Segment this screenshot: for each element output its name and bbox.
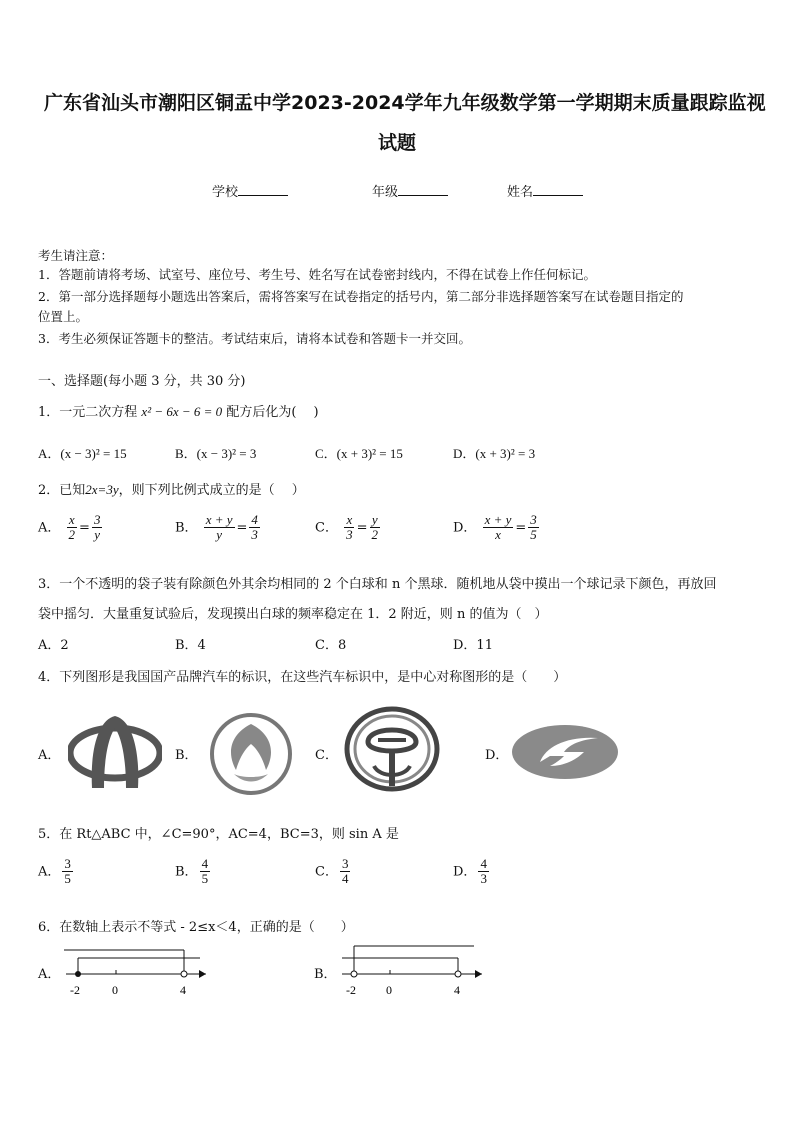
logo-b-base — [234, 774, 268, 782]
question-1-stem — [38, 401, 319, 420]
q2-b-label: B． — [175, 520, 198, 536]
grade-blank[interactable] — [398, 183, 448, 196]
q2-d-label: D． — [453, 520, 477, 536]
fraction: $\frac{x}{2}$ — [68, 512, 76, 543]
tick-label: -2 — [70, 983, 80, 997]
q5-option-c[interactable] — [315, 857, 352, 887]
q2-option-d[interactable]: D． $\frac{x + y}{x}$ = $\frac{3}{5}$ — [453, 512, 537, 543]
open-dot — [455, 971, 461, 977]
q1-formula: x² − 6x − 6 = 0 — [141, 404, 223, 419]
q1-option-a[interactable]: A．(x − 3)² = 15 — [38, 446, 127, 461]
q2-option-b[interactable]: B． $\frac{x + y}{y}$ = $\frac{4}{3}$ — [175, 512, 258, 543]
name-blank[interactable] — [533, 183, 583, 196]
open-dot — [181, 971, 187, 977]
question-2-stem — [38, 479, 305, 498]
fraction: $\frac{3}{y}$ — [93, 512, 101, 543]
notice-item-3: 3．考生必须保证答题卡的整洁。考试结束后，请将本试卷和答题卡一并交回。 — [38, 331, 471, 346]
q5-option-d[interactable] — [453, 857, 491, 887]
q5-option-a[interactable] — [38, 857, 75, 887]
axis-arrow — [199, 970, 206, 978]
fraction: $\frac{3}{5}$ — [530, 512, 537, 543]
closed-dot — [75, 971, 81, 977]
q2-option-a[interactable]: A． $\frac{x}{2}$ = $\frac{3}{y}$ — [38, 512, 101, 543]
q4-logo-b[interactable] — [206, 712, 296, 796]
q6-option-b-label[interactable]: B． — [314, 967, 337, 982]
notice-item-2: 2．第一部分选择题每小题选出答案后，需将答案写在试卷指定的括号内，第二部分非选择题答案写在试卷题目指定的 — [38, 289, 684, 304]
school-blank[interactable] — [238, 183, 288, 196]
fraction: $\frac{3}{4}$ — [341, 856, 349, 887]
name-label: 姓名 — [507, 185, 534, 200]
fraction: $\frac{x + y}{x}$ — [484, 512, 512, 543]
q3-option-d[interactable]: D．11 — [453, 638, 493, 653]
q6-option-a-label[interactable]: A． — [38, 967, 61, 982]
fraction: $\frac{x + y}{y}$ — [205, 512, 233, 543]
q4-logo-c[interactable] — [344, 706, 440, 792]
logo-b-right-flame — [251, 724, 271, 770]
q4-logo-a[interactable] — [68, 710, 162, 796]
q6-number-line-b[interactable] — [336, 940, 486, 1000]
open-dot — [351, 971, 357, 977]
tick-label: 4 — [180, 983, 186, 997]
question-5-stem: 5．在 Rt△ABC 中，∠C=90°，AC=4，BC=3，则 sin A 是 — [38, 827, 399, 842]
grade-label: 年级 — [372, 185, 399, 200]
notice-heading: 考生请注意： — [38, 248, 114, 263]
question-3-line-2: 袋中摇匀．大量重复试验后，发现摸出白球的频率稳定在 1．2 附近，则 n 的值为（ ） — [38, 607, 548, 622]
q4-logo-d[interactable] — [510, 722, 620, 782]
q3-option-b[interactable]: B．4 — [175, 638, 206, 653]
q1-prefix: 1．一元二次方程 — [38, 405, 138, 420]
page-title-line2: 试题 — [378, 132, 417, 154]
fraction: $\frac{4}{3}$ — [480, 856, 487, 887]
q2-prefix: 2．已知 — [38, 483, 86, 498]
q6-number-line-a[interactable] — [60, 940, 210, 1000]
q4-option-d-label[interactable]: D． — [485, 748, 509, 763]
q1-option-d[interactable]: D．(x + 3)² = 3 — [453, 446, 536, 461]
q1-suffix: 配方后化为( ) — [226, 405, 319, 420]
notice-item-1: 1．答题前请将考场、试室号、座位号、考生号、姓名写在试卷密封线内，不得在试卷上作任何标记。 — [38, 267, 596, 282]
q5-b-label: B． — [175, 864, 198, 880]
logo-a-oval — [70, 728, 160, 778]
q4-option-b-label[interactable]: B． — [175, 748, 198, 763]
q3-option-c[interactable]: C．8 — [315, 638, 347, 653]
question-3-line-1: 3．一个不透明的袋子装有除颜色外其余均相同的 2 个白球和 n 个黑球．随机地从袋中摸出一个球记录下颜色，再放回 — [38, 577, 717, 592]
q2-option-c[interactable]: C． $\frac{x}{3}$ = $\frac{y}{2}$ — [315, 512, 378, 543]
notice-item-2-cont: 位置上。 — [38, 309, 89, 324]
tick-label: 4 — [454, 983, 460, 997]
fraction: $\frac{3}{5}$ — [64, 856, 71, 887]
grade-field[interactable] — [372, 181, 448, 200]
q2-formula: 2x=3y — [85, 482, 119, 497]
q1-option-c[interactable]: C．(x + 3)² = 15 — [315, 446, 403, 461]
q5-c-label: C． — [315, 864, 338, 880]
fraction: $\frac{x}{3}$ — [346, 512, 353, 543]
question-6-stem: 6．在数轴上表示不等式 - 2≤x＜4，正确的是（ ） — [38, 920, 354, 935]
q3-option-a[interactable]: A．2 — [38, 638, 69, 653]
q5-a-label: A． — [38, 864, 61, 880]
name-field[interactable] — [507, 181, 583, 200]
q5-option-b[interactable] — [175, 857, 212, 887]
fraction: $\frac{y}{2}$ — [371, 512, 378, 543]
q4-option-a-label[interactable]: A． — [38, 748, 61, 763]
q2-suffix: ，则下列比例式成立的是（ ） — [118, 483, 305, 498]
school-label: 学校 — [212, 185, 239, 200]
section-heading: 一、选择题(每小题 3 分，共 30 分) — [38, 374, 246, 389]
q5-d-label: D． — [453, 864, 477, 880]
question-4-stem: 4．下列图形是我国国产品牌汽车的标识，在这些汽车标识中，是中心对称图形的是（ ） — [38, 670, 567, 685]
q2-c-label: C． — [315, 520, 338, 536]
logo-b-left-flame — [231, 724, 251, 770]
tick-label: 0 — [112, 983, 118, 997]
fraction: $\frac{4}{3}$ — [251, 512, 258, 543]
axis-arrow — [475, 970, 482, 978]
tick-label: 0 — [386, 983, 392, 997]
q1-option-b[interactable]: B．(x − 3)² = 3 — [175, 446, 257, 461]
page-title: 广东省汕头市潮阳区铜盂中学2023-2024学年九年级数学第一学期期末质量跟踪监视 — [44, 92, 766, 114]
school-field[interactable] — [212, 181, 288, 200]
q2-a-label: A． — [38, 520, 61, 536]
fraction: $\frac{4}{5}$ — [201, 856, 209, 887]
q4-option-c-label[interactable]: C． — [315, 748, 338, 763]
tick-label: -2 — [346, 983, 356, 997]
